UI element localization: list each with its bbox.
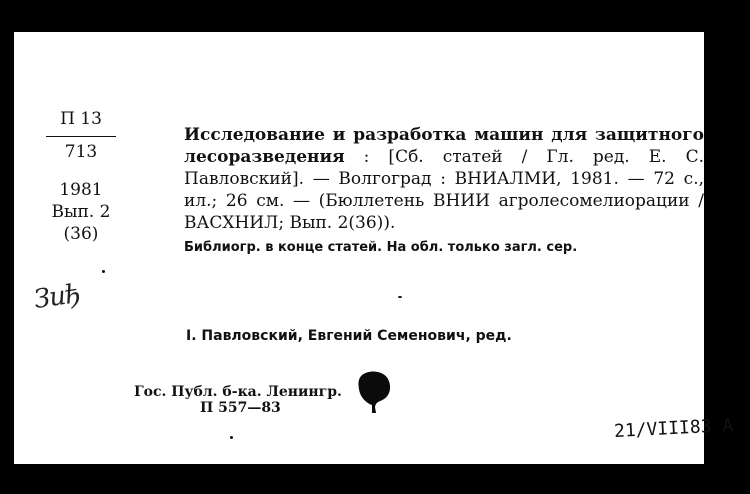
entry-body: : [Сб. статей / Гл. ред. Е. С. Павловский]. — Волгоград : ВНИАЛМИ, 1981. — 72 с., ил.; 26 см. — (Бюллетень ВНИИ агролесомелиорации / ВАСХНИЛ; Вып. 2(36)).: [184, 147, 704, 233]
bibliographic-entry: [134, 124, 704, 234]
entry-title: Исследование и разработка машин для защитного лесоразведения: [184, 125, 704, 167]
call-number-line: (36): [63, 224, 99, 244]
call-number: [42, 108, 120, 245]
date-note: 21/VIII83 А: [613, 414, 734, 443]
ink-stamp-blot: [354, 369, 394, 415]
added-entry: I. Павловский, Евгений Семенович, ред.: [186, 328, 512, 344]
call-number-line: 713: [64, 142, 98, 162]
catalog-card: [14, 32, 734, 464]
library-stamp: [134, 384, 342, 416]
library-stamp-line2: П 557—83: [200, 400, 281, 416]
handwritten-note: Зиђ: [32, 278, 83, 316]
call-number-divider: [46, 136, 116, 137]
library-stamp-line1: Гос. Публ. б-ка. Ленингр.: [134, 384, 342, 400]
bibliography-note: Библиогр. в конце статей. На обл. только загл. сер.: [184, 240, 578, 255]
call-number-line: 1981: [59, 180, 103, 200]
call-number-line: Вып. 2: [51, 202, 111, 222]
call-number-line: П 13: [60, 109, 102, 129]
